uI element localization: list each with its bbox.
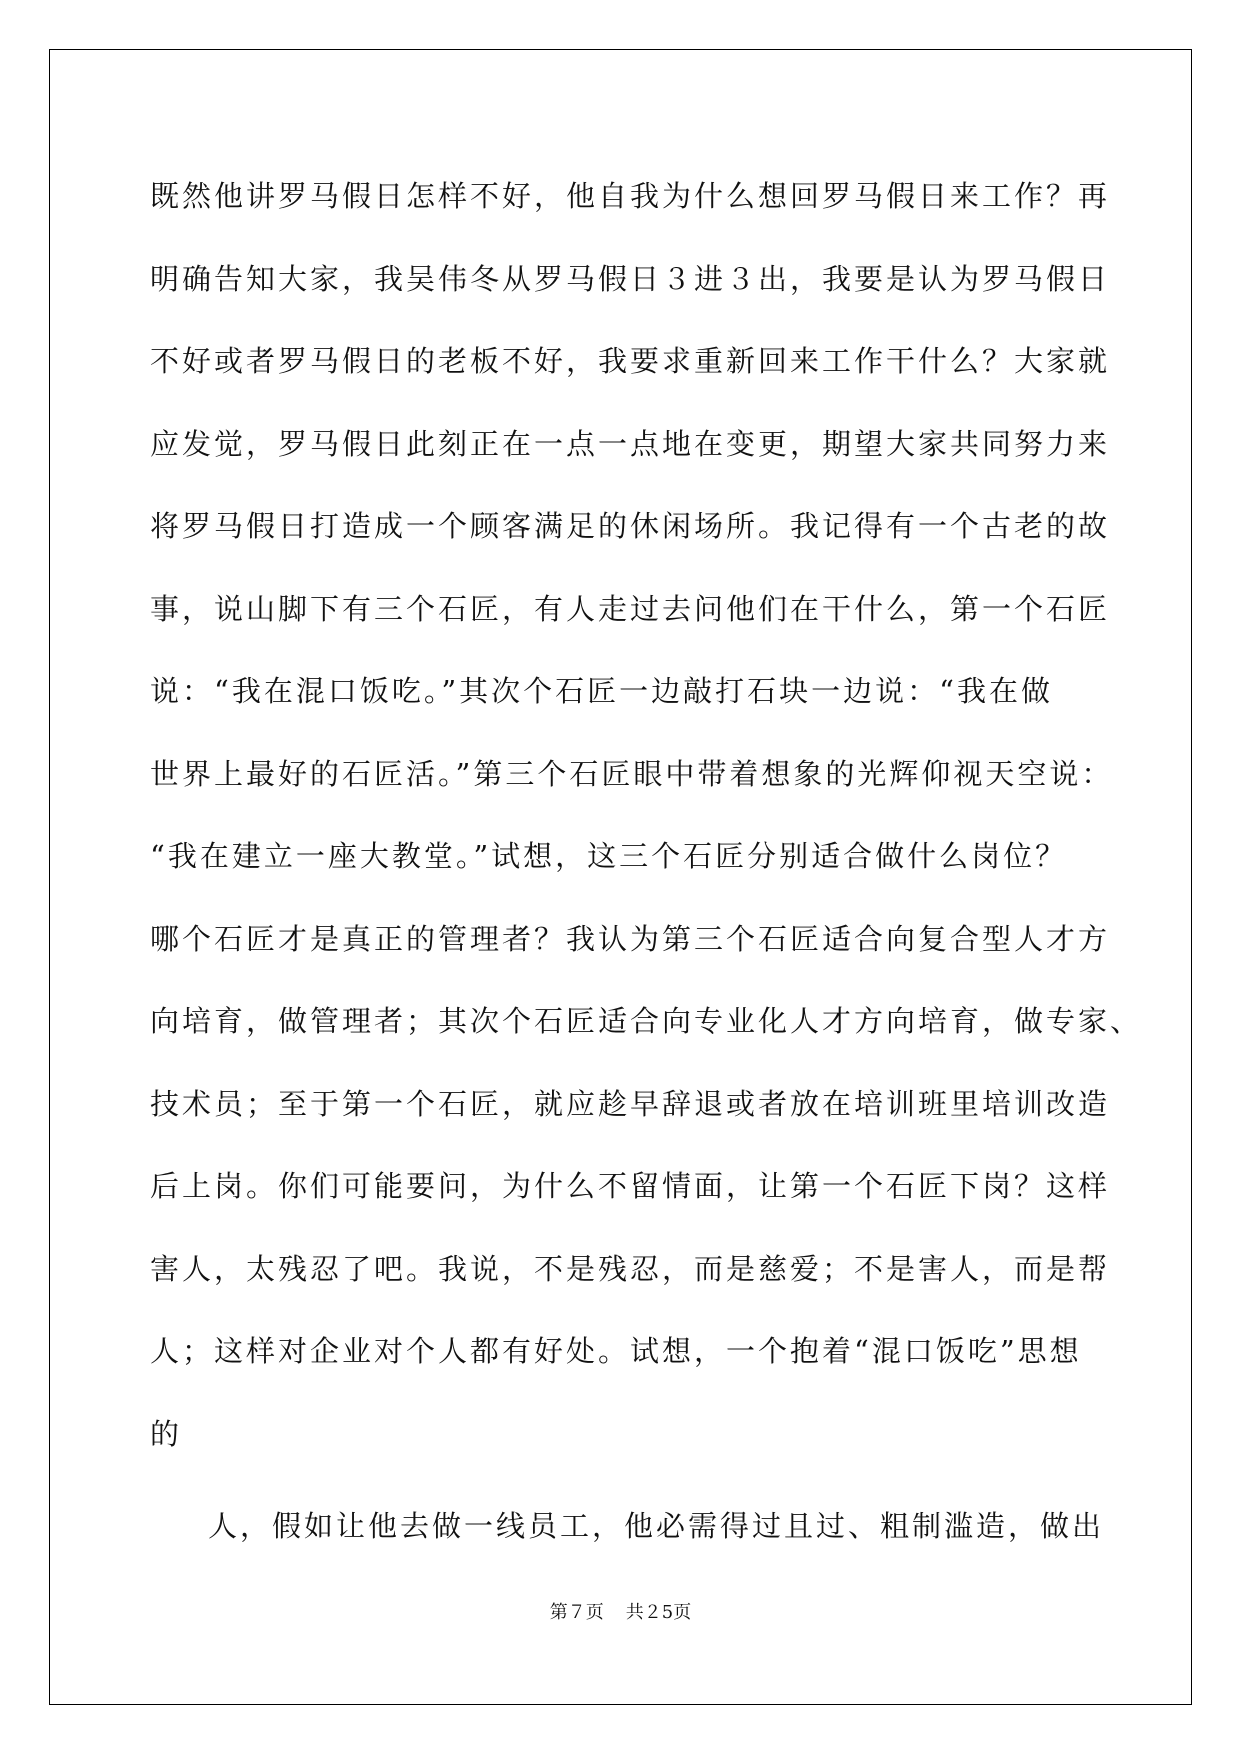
text-line-15: 人；这样对企业对个人都有好处。试想，一个抱着“混口饭吃”思想 xyxy=(150,1334,1082,1368)
text-line-16: 的 xyxy=(150,1416,183,1451)
total-page-count: 共２5页 xyxy=(625,1602,692,1623)
text-line-12: 技术员；至于第一个石匠，就应趁早辞退或者放在培训班里培训改造 xyxy=(150,1086,1111,1121)
text-line-7: 说：“我在混口饭吃。”其次个石匠一边敲打石块一边说：“我在做 xyxy=(150,674,1053,708)
text-line-4: 应发觉，罗马假日此刻正在一点一点地在变更，期望大家共同努力来 xyxy=(150,426,1111,461)
text-line-9: “我在建立一座大教堂。”试想，这三个石匠分别适合做什么岗位？ xyxy=(150,839,1068,873)
text-line-3: 不好或者罗马假日的老板不好，我要求重新回来工作干什么？大家就 xyxy=(150,344,1111,378)
text-line-2: 明确告知大家，我吴伟冬从罗马假日３进３出，我要是认为罗马假日 xyxy=(150,261,1111,296)
text-line-6: 事，说山脚下有三个石匠，有人走过去问他们在干什么，第一个石匠 xyxy=(150,591,1111,626)
text-line-1: 既然他讲罗马假日怎样不好，他自我为什么想回罗马假日来工作？再 xyxy=(150,179,1111,213)
text-line-8: 世界上最好的石匠活。”第三个石匠眼中带着想象的光辉仰视天空说： xyxy=(150,756,1114,791)
text-line-13: 后上岗。你们可能要问，为什么不留情面，让第一个石匠下岗？这样 xyxy=(150,1169,1111,1203)
text-line-14: 害人，太残忍了吧。我说，不是残忍，而是慈爱；不是害人，而是帮 xyxy=(150,1251,1111,1286)
text-line-5: 将罗马假日打造成一个顾客满足的休闲场所。我记得有一个古老的故 xyxy=(150,509,1111,543)
text-line-10: 哪个石匠才是真正的管理者？我认为第三个石匠适合向复合型人才方 xyxy=(150,921,1111,956)
indented-paragraph-line: 人，假如让他去做一线员工，他必需得过且过、粗制滥造，做出 xyxy=(208,1509,1105,1543)
document-body xyxy=(150,155,1143,1568)
page-footer xyxy=(0,1598,1241,1624)
current-page-number: 第７页 xyxy=(549,1602,604,1623)
text-line-11: 向培育，做管理者；其次个石匠适合向专业化人才方向培育，做专家、 xyxy=(150,1004,1143,1038)
